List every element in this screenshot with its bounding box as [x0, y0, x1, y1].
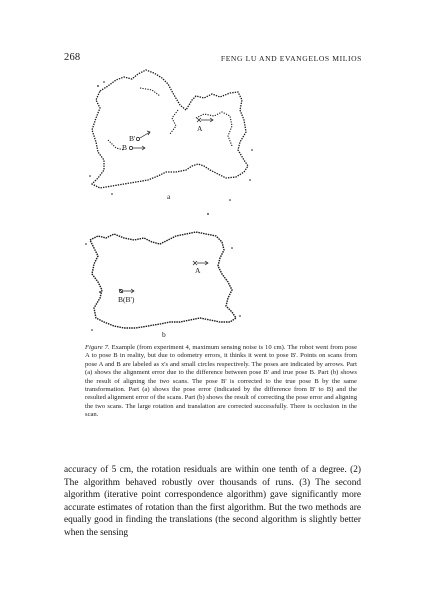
panel-a-label: a [167, 192, 171, 201]
pose-b-merged-marker [119, 289, 134, 293]
scan-panel-b [85, 232, 241, 331]
pose-a-marker [197, 118, 213, 122]
page-number: 268 [64, 52, 81, 63]
pose-b-marker [129, 146, 145, 150]
caption-text: Example (from experiment 4, maximum sensing noise is 10 cm). The robot went from pose A to pose B in reality, but due to odometry errors, it thinks it went to pose B'. Points on scans from pose A and B are labeled as x's and small circles respectively. The poses are indicated by arrows. Part (a) shows the alignment error due to the difference between pose B' and true pose B. Part (b) shows the result of aligning the two scans. The pose B' is corrected to the true pose B by the same transformation. Part (a) shows the pose error (indicated by the difference from B' to B) and the resulted alignment error of the scans. Part (b) shows the result of correcting the pose error and aligning the two scans. The large rotation and translation are corrected successfully. There is occlusion in the scan. [85, 344, 358, 419]
pose-a-label: A [197, 124, 203, 133]
scan-panel-a [89, 70, 253, 215]
panel-b-label: b [162, 330, 166, 339]
caption-label: Figure 7. [85, 344, 110, 351]
running-head: FENG LU AND EVANGELOS MILIOS [220, 54, 362, 63]
body-paragraph: accuracy of 5 cm, the rotation residuals are within one tenth of a degree. (2) The algorithm behaved robustly over thousands of runs. (3) The second algorithm (iterative point correspondence algorithm) gave significantly more accurate estimates of rotation than the first algorithm. But the two methods are equally good in finding the translations (the second algorithm is slightly better when the sensing [64, 465, 361, 538]
pose-b-label: B [122, 143, 128, 152]
pose-b-prime-label: B' [129, 134, 136, 143]
pose-b-prime-marker [136, 131, 150, 141]
figure-caption [85, 344, 357, 420]
scan-b-outline [90, 232, 236, 328]
scan-a-outline [92, 70, 248, 188]
scan-a-inner [108, 88, 232, 150]
scan-a-scatter [89, 81, 253, 215]
pose-a-label-b: A [195, 266, 201, 275]
pose-b-merged-label: B(B') [118, 295, 135, 304]
pose-a-marker-b [193, 261, 208, 265]
scan-b-scatter [85, 243, 241, 331]
